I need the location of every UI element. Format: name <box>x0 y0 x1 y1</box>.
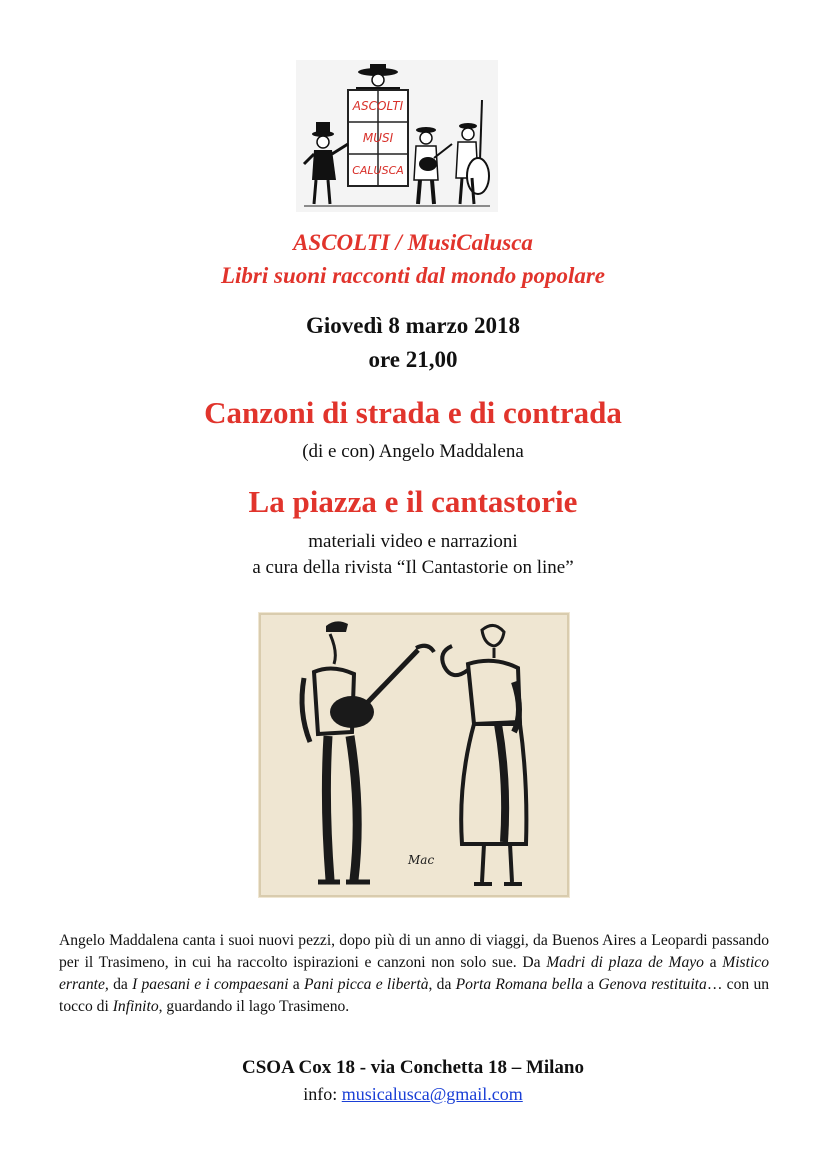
song-title: Infinito <box>112 998 159 1015</box>
series-subtitle: Libri suoni racconti dal mondo popolare <box>220 263 605 288</box>
description-text: Angelo Maddalena canta i suoi nuovi pezzi, dopo più di un anno di viaggi, da Buenos Aires a Leopardi passando per il Trasimeno, in cui ha raccolto ispirazioni e canzoni non solo sue. Da <box>59 932 769 971</box>
song-title: Pani picca e libertà <box>304 976 429 993</box>
song-title: Porta Romana bella <box>455 976 583 993</box>
logo-text-line1: ASCOLTI <box>352 99 404 113</box>
song-title: Genova restituita <box>598 976 707 993</box>
description-text: … con un tocco di <box>59 976 770 1015</box>
event-time: ore 21,00 <box>368 347 458 372</box>
description-text: , da <box>428 976 456 993</box>
event-description <box>59 930 769 1018</box>
cantastorie-drawing <box>258 612 570 898</box>
part2-title: La piazza e il cantastorie <box>248 484 578 519</box>
venue-address: CSOA Cox 18 - via Conchetta 18 – Milano <box>242 1057 584 1078</box>
song-title: I paesani e i compaesani <box>132 976 289 993</box>
description-text: a <box>582 976 599 993</box>
part1-title: Canzoni di strada e di contrada <box>204 395 622 430</box>
description-text: da <box>108 976 133 993</box>
logo-text-line2: MUSI <box>362 131 394 145</box>
email-link[interactable]: musicalusca@gmail.com <box>341 1084 523 1104</box>
part1-credit: (di e con) Angelo Maddalena <box>302 441 524 462</box>
description-text: a <box>288 976 304 993</box>
event-date: Giovedì 8 marzo 2018 <box>306 313 520 338</box>
description-text: , guardando il lago Trasimeno. <box>158 998 350 1015</box>
contact-label: info: <box>303 1084 342 1104</box>
part2-line1: materiali video e narrazioni <box>308 531 518 552</box>
part2-line2: a cura della rivista “Il Cantastorie on line” <box>252 557 574 578</box>
logo-text-line3: CALUSCA <box>352 164 404 177</box>
song-title: Mistico errante, <box>59 954 769 993</box>
ascolti-musicalusca-logo <box>296 60 498 212</box>
series-title: ASCOLTI / MusiCalusca <box>293 230 533 255</box>
description-text: a <box>703 954 723 971</box>
drawing-signature: Mac <box>408 853 435 867</box>
contact-info <box>0 1081 826 1107</box>
song-title: Madri di plaza de Mayo <box>546 954 704 971</box>
